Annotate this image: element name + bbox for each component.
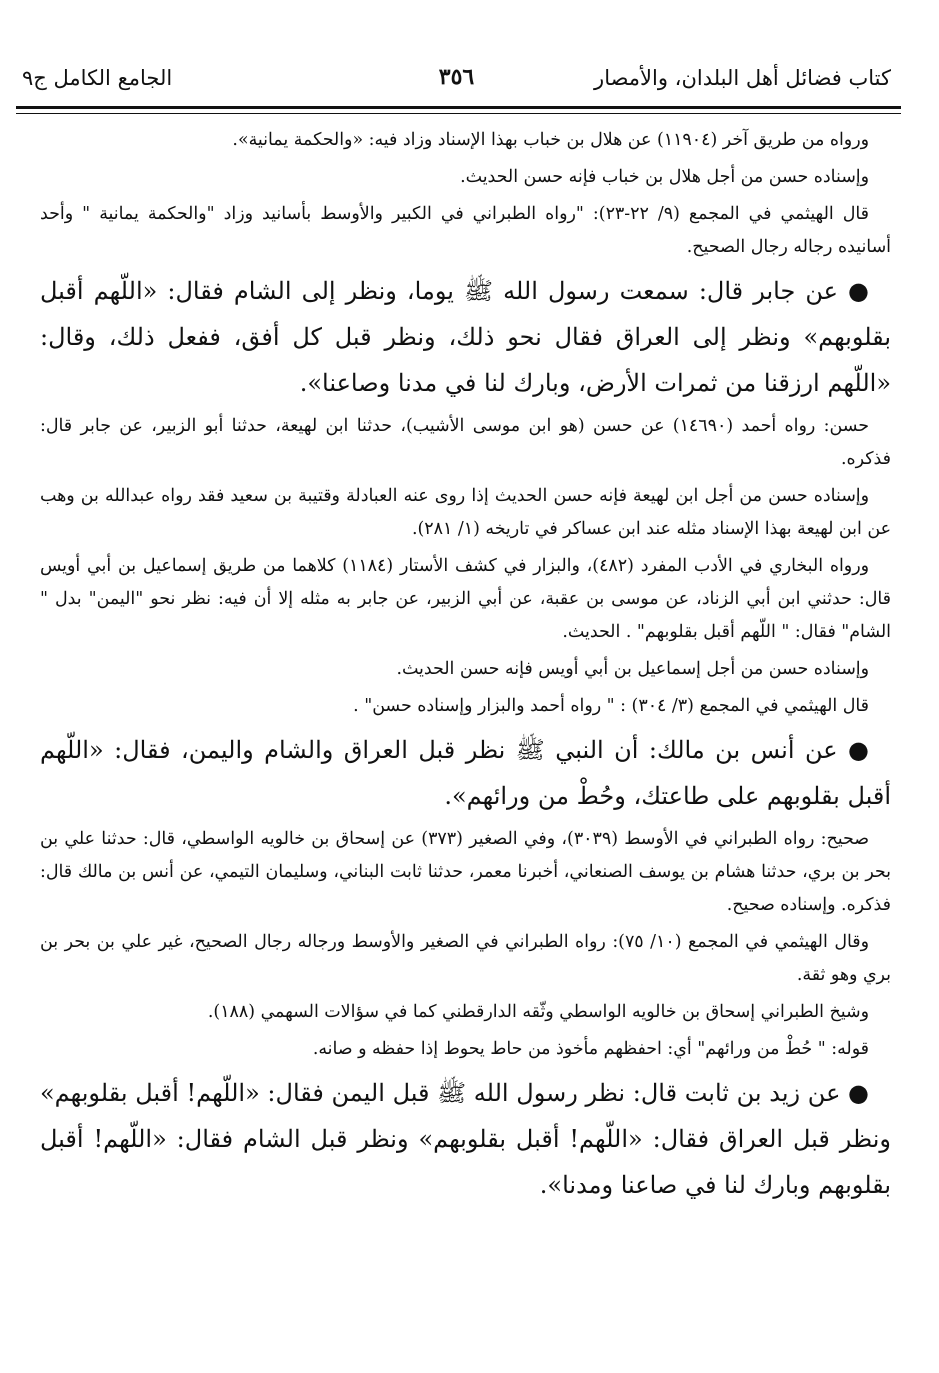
note-paragraph: حسن: رواه أحمد (١٤٦٩٠) عن حسن (هو ابن موسى الأشيب)، حدثنا ابن لهيعة، حدثنا أبو الزبير، عن جابر قال: فذكره.	[40, 416, 891, 469]
note-paragraph: وإسناده حسن من أجل هلال بن خباب فإنه حسن الحديث.	[460, 167, 869, 187]
note-paragraph: وإسناده حسن من أجل إسماعيل بن أبي أويس فإنه حسن الحديث.	[396, 659, 869, 679]
note-paragraph: ورواه البخاري في الأدب المفرد (٤٨٢)، والبزار في كشف الأستار (١١٨٤) كلاهما من طريق إسماعيل بن أبي أويس قال: حدثني ابن أبي الزناد، عن موسى بن عقبة، عن أبي الزبير، عن جابر به مثله إلا أن فيه: نظر نحو "اليمن" بدل " الشام" فقال: " اللّهم أقبل بقلوبهم" . الحديث.	[40, 556, 891, 642]
volume-title: الجامع الكامل ج٩	[22, 66, 173, 90]
hadith-paragraph: ● عن جابر قال: سمعت رسول الله ﷺ يوما، ونظر إلى الشام فقال: «اللّهم أقبل بقلوبهم» ونظر إلى العراق فقال نحو ذلك، ونظر قبل كل أفق، ففعل ذلك، وقال: «اللّهم ارزقنا من ثمرات الأرض، وبارك لنا في مدنا وصاعنا».	[40, 277, 892, 397]
header-rule-thin	[16, 113, 901, 114]
hadith-paragraph: ● عن زيد بن ثابت قال: نظر رسول الله ﷺ قبل اليمن فقال: «اللّهم! أقبل بقلوبهم» ونظر قبل العراق فقال: «اللّهم! أقبل بقلوبهم» ونظر قبل الشام فقال: «اللّهم! أقبل بقلوبهم وبارك لنا في صاعنا ومدنا».	[40, 1079, 891, 1199]
note-paragraph: قوله: " حُطْ من ورائهم" أي: احفظهم مأخوذ من حاط يحوط إذا حفظه و صانه.	[312, 1039, 869, 1059]
note-paragraph: صحيح: رواه الطبراني في الأوسط (٣٠٣٩)، وفي الصغير (٣٧٣) عن إسحاق بن خالويه الواسطي، قال: حدثنا علي بن بحر بن بري، حدثنا هشام بن يوسف الصنعاني، أخبرنا معمر، حدثنا ثابت البناني، وسليمان التيمي، عن أنس بن مالك قال: فذكره. وإسناده صحيح.	[40, 829, 891, 915]
note-paragraph: ورواه من طريق آخر (١١٩٠٤) عن هلال بن خباب بهذا الإسناد وزاد فيه: «والحكمة يمانية».	[232, 130, 869, 150]
page-number: ٣٥٦	[438, 64, 475, 90]
header-rule-thick	[16, 106, 901, 109]
page-body	[40, 124, 891, 1212]
note-paragraph: وقال الهيثمي في المجمع (١٠/ ٧٥): رواه الطبراني في الصغير والأوسط ورجاله رجال الصحيح، غير علي بن بحر بن بري وهو ثقة.	[40, 932, 891, 985]
note-paragraph: قال الهيثمي في المجمع (٩/ ٢٢-٢٣): "رواه الطبراني في الكبير والأوسط بأسانيد وزاد "والحكمة يمانية " وأحد أسانيده رجاله رجال الصحيح.	[40, 204, 891, 257]
running-title: كتاب فضائل أهل البلدان، والأمصار	[594, 66, 891, 90]
note-paragraph: وإسناده حسن من أجل ابن لهيعة فإنه حسن الحديث إذا روى عنه العبادلة وقتيبة بن سعيد فقد رواه عبدالله بن وهب عن ابن لهيعة بهذا الإسناد مثله عند ابن عساكر في تاريخه (١/ ٢٨١).	[40, 486, 891, 539]
hadith-paragraph: ● عن أنس بن مالك: أن النبي ﷺ نظر قبل العراق والشام واليمن، فقال: «اللّهم أقبل بقلوبهم على طاعتك، وحُطْ من ورائهم».	[40, 736, 891, 810]
page-header	[22, 58, 891, 98]
note-paragraph: قال الهيثمي في المجمع (٣/ ٣٠٤) : " رواه أحمد والبزار وإسناده حسن" .	[353, 696, 869, 716]
note-paragraph: وشيخ الطبراني إسحاق بن خالويه الواسطي وثّقه الدارقطني كما في سؤالات السهمي (١٨٨).	[207, 1002, 869, 1022]
